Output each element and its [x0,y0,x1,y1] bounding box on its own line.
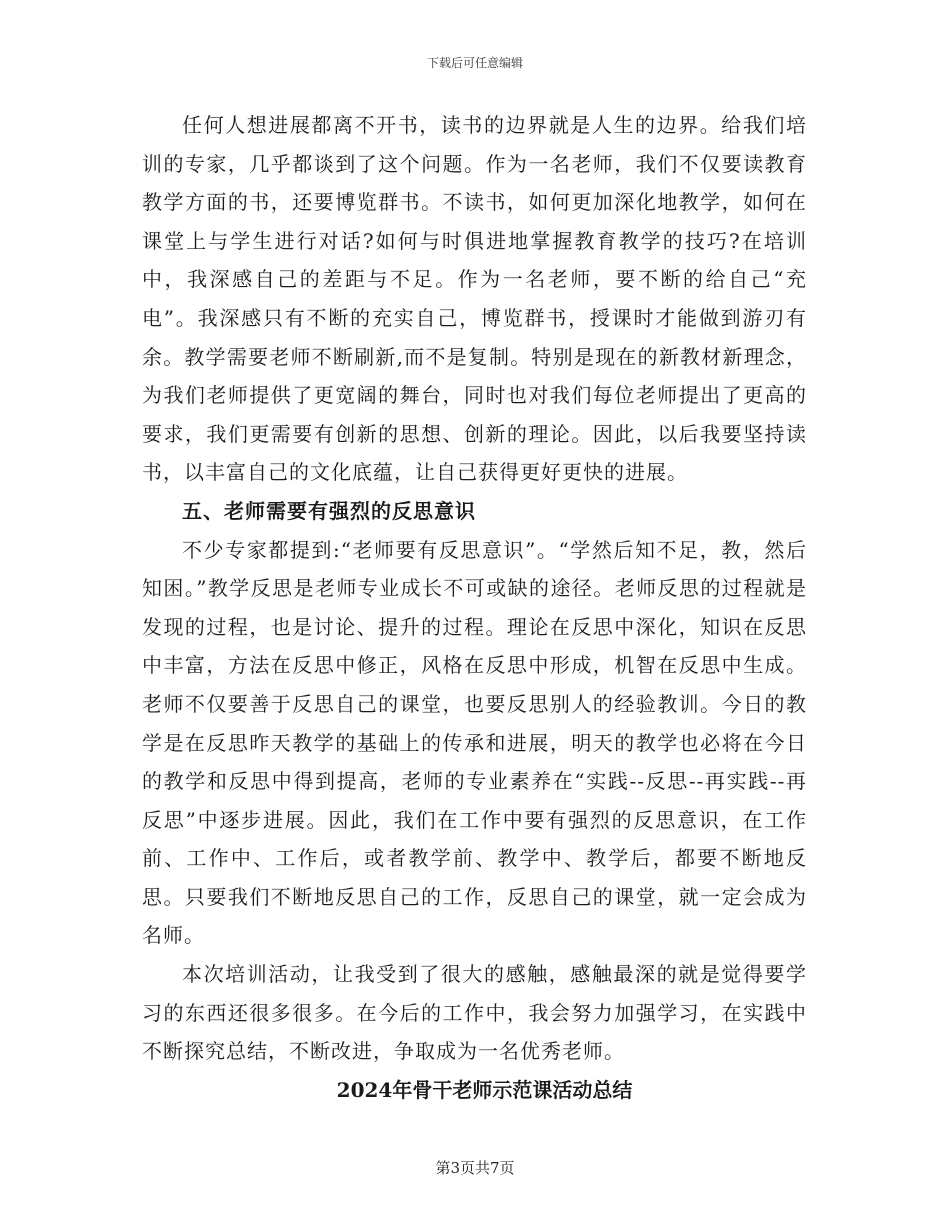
page-header-note: 下载后可任意编辑 [426,56,523,70]
body-paragraph-reflection: 不少专家都提到:“老师要有反思意识”。“学然后知不足，教，然后知困。”教学反思是老师专业成长不可或缺的途径。老师反思的过程就是发现的过程，也是讨论、提升的过程。理论在反思中深化，知识在反思中丰富，方法在反思中修正，风格在反思中形成，机智在反思中生成。老师不仅要善于反思自己的课堂，也要反思别人的经验教训。今日的教学是在反思昨天教学的基础上的传承和进展，明天的教学也必将在今日的教学和反思中得到提高，老师的专业素养在“实践--反思--再实践--再反思”中逐步进展。因此，我们在工作中要有强烈的反思意识，在工作前、工作中、工作后，或者教学前、教学中、教学后，都要不断地反思。只要我们不断地反思自己的工作，反思自己的课堂，就一定会成为名师。 [142,537,807,948]
body-paragraph-conclusion: 本次培训活动，让我受到了很大的感触，感触最深的就是觉得要学习的东西还很多很多。在今后的工作中，我会努力加强学习，在实践中不断探究总结，不断改进，争取成为一名优秀老师。 [142,962,807,1064]
document-body [142,106,807,1109]
next-document-title: 2024年骨干老师示范课活动总结 [336,1077,633,1102]
page-number-footer: 第3页共7页 [435,1159,515,1177]
body-paragraph-reading: 任何人想进展都离不开书，读书的边界就是人生的边界。给我们培训的专家，几乎都谈到了这个问题。作为一名老师，我们不仅要读教育教学方面的书，还要博览群书。不读书，如何更加深化地教学，如何在课堂上与学生进行对话?如何与时俱进地掌握教育教学的技巧?在培训中，我深感自己的差距与不足。作为一名老师，要不断的给自己“充电”。我深感只有不断的充实自己，博览群书，授课时才能做到游刃有余。教学需要老师不断刷新,而不是复制。特别是现在的新教材新理念，为我们老师提供了更宽阔的舞台，同时也对我们每位老师提出了更高的要求，我们更需要有创新的思想、创新的理论。因此，以后我要坚持读书，以丰富自己的文化底蕴，让自己获得更好更快的进展。 [142,113,807,485]
section-heading-reflection: 五、老师需要有强烈的反思意识 [182,498,476,523]
